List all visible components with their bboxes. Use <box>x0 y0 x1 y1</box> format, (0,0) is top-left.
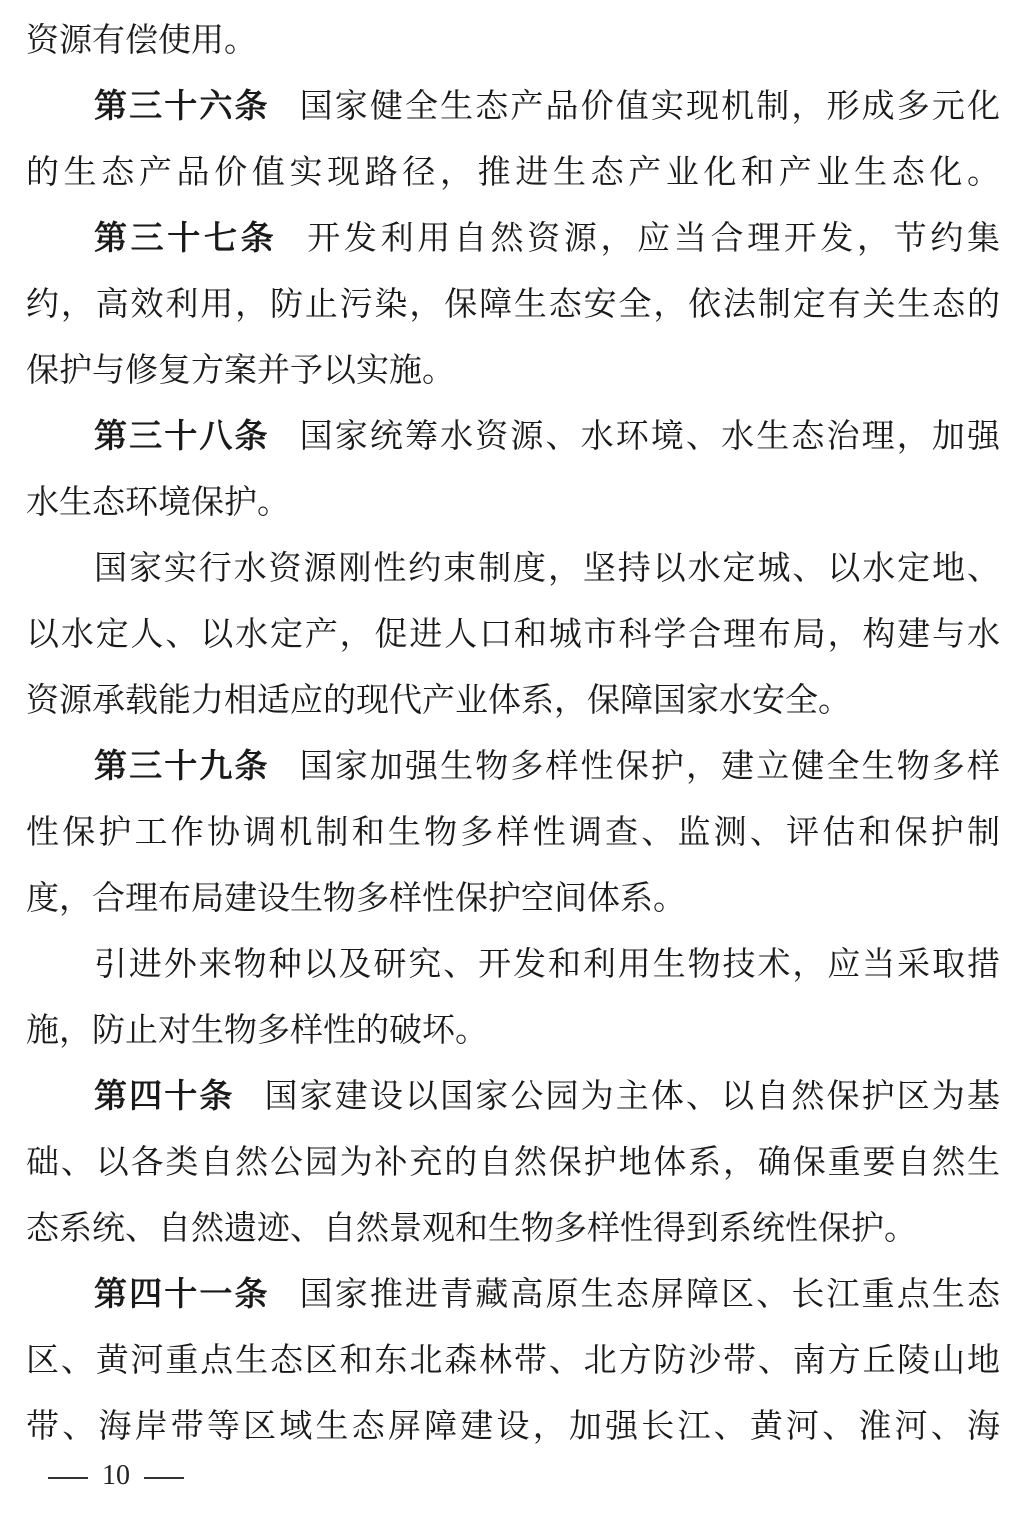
text-line: 带、海岸带等区域生态屏障建设，加强长江、黄河、淮河、海 <box>26 1406 1000 1445</box>
text-line: 态系统、自然遗迹、自然景观和生物多样性得到系统性保护。 <box>26 1208 917 1247</box>
article-heading: 第四十一条 <box>94 1274 270 1313</box>
text-line: 性保护工作协调机制和生物多样性调查、监测、评估和保护制 <box>26 812 1000 851</box>
article-heading: 第三十八条 <box>94 416 270 455</box>
article-41-first-line <box>26 1261 1000 1327</box>
article-heading: 第三十七条 <box>94 218 278 257</box>
article-text: 国家建设以国家公园为主体、以自然保护区为基 <box>264 1076 1000 1115</box>
article-40-first-line <box>26 1063 1000 1129</box>
article-text: 国家健全生态产品价值实现机制，形成多元化 <box>299 86 1000 125</box>
text-line: 资源有偿使用。 <box>26 20 257 59</box>
article-heading: 第三十六条 <box>94 86 270 125</box>
article-39-first-line <box>26 733 1000 799</box>
text-line: 资源承载能力相适应的现代产业体系，保障国家水安全。 <box>26 680 851 719</box>
text-line: 水生态环境保护。 <box>26 482 290 521</box>
article-text: 国家统筹水资源、水环境、水生态治理，加强 <box>299 416 1000 455</box>
text-line: 的生态产品价值实现路径，推进生态产业化和产业生态化。 <box>26 152 1000 191</box>
article-36-first-line <box>26 73 1000 139</box>
footer-dash-right <box>144 1477 184 1479</box>
article-text: 国家加强生物多样性保护，建立健全生物多样 <box>299 746 1000 785</box>
text-line: 国家实行水资源刚性约束制度，坚持以水定城、以水定地、 <box>94 548 1000 587</box>
text-line: 施，防止对生物多样性的破坏。 <box>26 1010 488 1049</box>
text-line: 以水定人、以水定产，促进人口和城市科学合理布局，构建与水 <box>26 614 1000 653</box>
article-heading: 第三十九条 <box>94 746 270 785</box>
text-line: 约，高效利用，防止污染，保障生态安全，依法制定有关生态的 <box>26 284 1000 323</box>
article-text: 开发利用自然资源，应当合理开发，节约集 <box>307 218 1001 257</box>
text-line: 度，合理布局建设生物多样性保护空间体系。 <box>26 878 686 917</box>
text-line: 础、以各类自然公园为补充的自然保护地体系，确保重要自然生 <box>26 1142 1000 1181</box>
text-line: 引进外来物种以及研究、开发和利用生物技术，应当采取措 <box>94 944 1000 983</box>
article-text: 国家推进青藏高原生态屏障区、长江重点生态 <box>299 1274 1000 1313</box>
article-37-first-line <box>26 205 1000 271</box>
article-38-first-line <box>26 403 1000 469</box>
page-footer <box>34 1452 198 1500</box>
article-heading: 第四十条 <box>94 1076 235 1115</box>
text-line: 保护与修复方案并予以实施。 <box>26 350 455 389</box>
footer-dash-left <box>48 1477 88 1479</box>
page-number: 10 <box>102 1460 130 1491</box>
text-line: 区、黄河重点生态区和东北森林带、北方防沙带、南方丘陵山地 <box>26 1340 1000 1379</box>
